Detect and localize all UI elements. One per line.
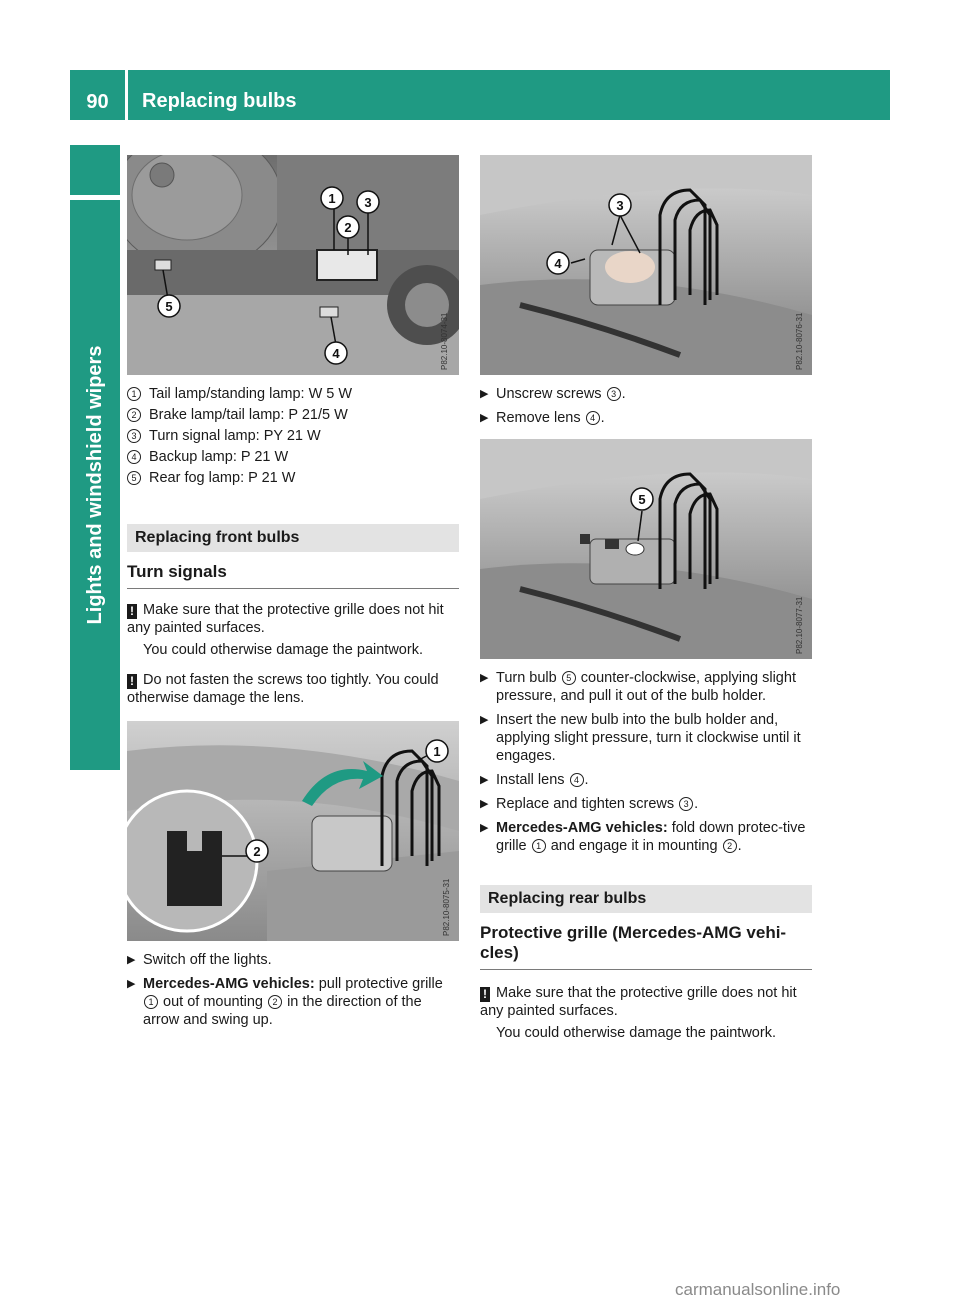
- step-arrow-icon: ▶: [127, 978, 136, 990]
- header-divider: [125, 70, 128, 120]
- legend-item: 1 Tail lamp/standing lamp: W 5 W: [127, 383, 459, 404]
- step-item: ▶ Mercedes-AMG vehicles: fold down protec-tive grille 1 and engage it in mounting 2 .: [480, 820, 806, 854]
- callout-4: 4: [332, 346, 340, 361]
- figure-code: P82.10-8077-31: [795, 596, 804, 654]
- step-item: ▶ Replace and tighten screws 3 .: [480, 796, 699, 812]
- step-arrow-icon: ▶: [127, 954, 136, 966]
- bulb-illustration: [480, 439, 812, 659]
- step-arrow-icon: ▶: [480, 774, 489, 786]
- callout-5: 5: [638, 492, 646, 507]
- watermark: carmanualsonline.info: [675, 1280, 841, 1299]
- step-arrow-icon: ▶: [480, 388, 489, 400]
- callout-3: 3: [616, 198, 624, 213]
- right-column: [480, 155, 812, 1042]
- subheading-protective-grille: Protective grille (Mercedes-AMG vehi-cles): [480, 923, 812, 970]
- step-item: ▶ Mercedes-AMG vehicles: pull protective grille 1 out of mounting 2 in the direction of the arrow and swing up.: [127, 976, 443, 1028]
- figure-code: P82.10-8076-31: [795, 312, 804, 370]
- step-item: ▶ Remove lens 4 .: [480, 410, 605, 426]
- legend-item: 3 Turn signal lamp: PY 21 W: [127, 425, 459, 446]
- warning-icon: !: [480, 987, 490, 1002]
- figure-code: P82.10-8075-31: [442, 878, 451, 936]
- protective-grille-illustration: [127, 721, 459, 941]
- step-arrow-icon: ▶: [480, 714, 489, 726]
- steps-bulb: [480, 669, 812, 855]
- figure-code: P82.10-8074-31: [440, 312, 449, 370]
- steps-front: [127, 951, 459, 1029]
- callout-2: 2: [344, 220, 352, 235]
- step-arrow-icon: ▶: [480, 798, 489, 810]
- left-column: [127, 155, 459, 1035]
- callout-1: 1: [328, 191, 336, 206]
- warning-rear-grille: ! Make sure that the protective grille does not hit any painted surfaces. You could otherwise damage the paintwork.: [480, 985, 797, 1041]
- step-arrow-icon: ▶: [480, 412, 489, 424]
- legend-item: 4 Backup lamp: P 21 W: [127, 446, 459, 467]
- step-item: ▶ Unscrew screws 3 .: [480, 386, 626, 402]
- step-arrow-icon: ▶: [480, 672, 489, 684]
- legend-item: 2 Brake lamp/tail lamp: P 21/5 W: [127, 404, 459, 425]
- callout-2: 2: [253, 844, 261, 859]
- subheading-turn-signals: Turn signals: [127, 562, 459, 589]
- step-item: ▶ Install lens 4 .: [480, 772, 589, 788]
- section-heading-front: Replacing front bulbs: [127, 524, 459, 552]
- warning-grille: ! Make sure that the protective grille does not hit any painted surfaces. You could otherwise damage the paintwork.: [127, 602, 444, 658]
- callout-3: 3: [364, 195, 372, 210]
- page-number: 90: [86, 91, 109, 113]
- warning-icon: !: [127, 674, 137, 689]
- sidebar-section-label: Lights and windshield wipers: [84, 345, 106, 625]
- section-heading-rear: Replacing rear bulbs: [480, 885, 812, 913]
- legend-item: 5 Rear fog lamp: P 21 W: [127, 467, 459, 488]
- page-title: Replacing bulbs: [142, 90, 297, 112]
- rear-lamp-illustration: [127, 155, 459, 375]
- lens-screws-illustration: [480, 155, 812, 375]
- warning-icon: !: [127, 604, 137, 619]
- steps-lens: [480, 385, 812, 427]
- bulb-legend: [127, 383, 459, 488]
- sidebar-marker: [70, 145, 120, 195]
- step-arrow-icon: ▶: [480, 822, 489, 834]
- callout-5: 5: [165, 299, 173, 314]
- callout-4: 4: [554, 256, 562, 271]
- step-item: ▶ Turn bulb 5 counter-clockwise, applying slight pressure, and pull it out of the bulb holder.: [480, 670, 796, 704]
- callout-1: 1: [433, 744, 441, 759]
- warning-screws: ! Do not fasten the screws too tightly. You could otherwise damage the lens.: [127, 672, 439, 706]
- step-item: ▶ Switch off the lights.: [127, 952, 272, 968]
- step-item: ▶ Insert the new bulb into the bulb holder and, applying slight pressure, turn it clockwise until it engages.: [480, 712, 801, 764]
